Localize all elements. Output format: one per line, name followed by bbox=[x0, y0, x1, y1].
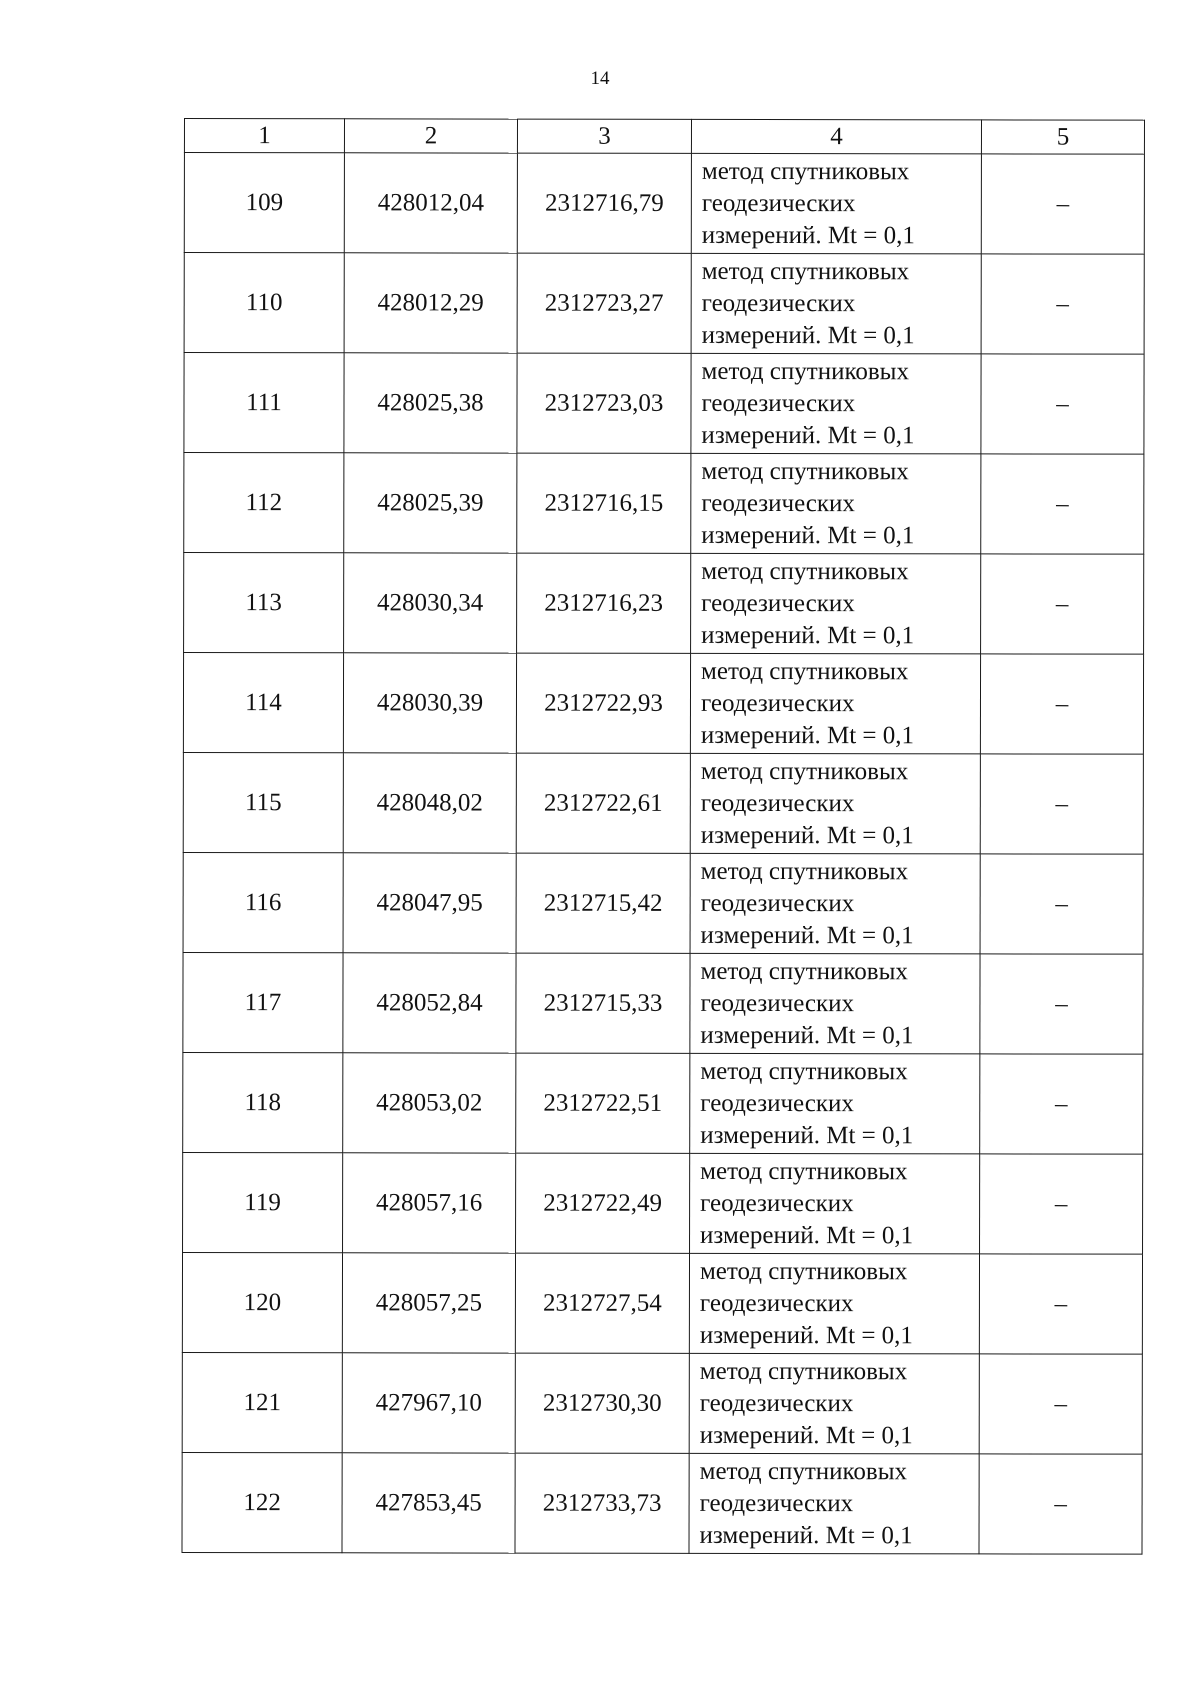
method-text-line: геодезических bbox=[701, 589, 855, 617]
method-text-line: метод спутниковых bbox=[701, 157, 910, 185]
method-text-line: измерений. Mt = 0,1 bbox=[701, 321, 915, 349]
table-row bbox=[184, 153, 1144, 255]
y-coordinate-cell: 2312715,42 bbox=[516, 853, 690, 953]
y-coordinate-cell: 2312733,73 bbox=[515, 1453, 689, 1553]
method-text-line: измерений. Mt = 0,1 bbox=[699, 1321, 913, 1349]
method-cell bbox=[691, 553, 981, 654]
y-coordinate-cell: 2312722,93 bbox=[516, 653, 690, 753]
method-cell bbox=[690, 653, 980, 754]
method-text-line: геодезических bbox=[699, 1389, 854, 1417]
x-coordinate-cell: 428048,02 bbox=[343, 753, 516, 853]
note-cell: – bbox=[981, 254, 1144, 354]
method-text-line: измерений. Mt = 0,1 bbox=[701, 521, 915, 549]
table-row bbox=[184, 353, 1144, 455]
note-cell: – bbox=[980, 954, 1143, 1054]
table-row bbox=[183, 852, 1143, 954]
method-text-line: геодезических bbox=[699, 1489, 854, 1517]
method-text-line: геодезических bbox=[700, 1089, 854, 1117]
point-number-cell: 117 bbox=[183, 952, 343, 1052]
method-cell bbox=[691, 253, 981, 354]
method-text-line: геодезических bbox=[701, 289, 856, 317]
table-row bbox=[184, 253, 1144, 355]
table-row bbox=[183, 1052, 1143, 1154]
method-cell bbox=[690, 853, 980, 954]
y-coordinate-cell: 2312722,61 bbox=[516, 753, 690, 853]
method-text-line: измерений. Mt = 0,1 bbox=[700, 1121, 914, 1149]
note-cell: – bbox=[981, 454, 1144, 554]
note-cell: – bbox=[981, 554, 1144, 654]
method-cell bbox=[690, 1153, 980, 1254]
x-coordinate-cell: 428025,39 bbox=[344, 453, 517, 553]
method-text-line: измерений. Mt = 0,1 bbox=[700, 821, 914, 849]
table-row bbox=[182, 1452, 1142, 1554]
x-coordinate-cell: 427853,45 bbox=[342, 1453, 515, 1553]
y-coordinate-cell: 2312715,33 bbox=[516, 953, 690, 1053]
point-number-cell: 120 bbox=[182, 1252, 342, 1352]
note-cell: – bbox=[980, 1154, 1143, 1254]
method-cell bbox=[691, 353, 981, 454]
x-coordinate-cell: 428057,25 bbox=[342, 1253, 515, 1353]
point-number-cell: 122 bbox=[182, 1452, 342, 1552]
method-text-line: геодезических bbox=[701, 189, 856, 217]
method-text-line: геодезических bbox=[699, 1289, 854, 1317]
point-number-cell: 115 bbox=[183, 752, 343, 852]
method-cell bbox=[690, 1053, 980, 1154]
page-number: 14 bbox=[590, 68, 610, 89]
x-coordinate-cell: 428025,38 bbox=[344, 353, 517, 453]
note-cell: – bbox=[981, 154, 1144, 254]
header-cell-2: 2 bbox=[344, 119, 517, 153]
point-number-cell: 110 bbox=[184, 253, 344, 353]
table-row bbox=[183, 653, 1143, 755]
point-number-cell: 112 bbox=[184, 453, 344, 553]
y-coordinate-cell: 2312730,30 bbox=[515, 1353, 689, 1453]
x-coordinate-cell: 428030,39 bbox=[343, 653, 516, 753]
header-row bbox=[184, 119, 1144, 155]
note-cell: – bbox=[980, 854, 1143, 954]
method-text-line: метод спутниковых bbox=[699, 1257, 908, 1285]
x-coordinate-cell: 428047,95 bbox=[343, 853, 516, 953]
y-coordinate-cell: 2312716,23 bbox=[517, 553, 691, 653]
point-number-cell: 118 bbox=[183, 1052, 343, 1152]
method-cell bbox=[690, 753, 980, 854]
note-cell: – bbox=[980, 654, 1143, 754]
method-text-line: измерений. Mt = 0,1 bbox=[700, 721, 915, 749]
x-coordinate-cell: 428012,04 bbox=[344, 153, 517, 253]
method-text-line: геодезических bbox=[700, 989, 855, 1017]
method-text-line: геодезических bbox=[701, 389, 856, 417]
method-text-line: метод спутниковых bbox=[700, 857, 909, 885]
method-text-line: измерений. Mt = 0,1 bbox=[700, 1021, 914, 1049]
method-text-line: измерений. Mt = 0,1 bbox=[700, 921, 914, 949]
method-text-line: метод спутниковых bbox=[700, 757, 909, 785]
table-row bbox=[182, 1252, 1142, 1354]
point-number-cell: 109 bbox=[184, 153, 344, 253]
point-number-cell: 114 bbox=[183, 653, 343, 753]
point-number-cell: 119 bbox=[183, 1152, 343, 1252]
method-cell bbox=[691, 453, 981, 554]
note-cell: – bbox=[979, 1254, 1142, 1354]
note-cell: – bbox=[979, 1454, 1142, 1554]
method-text-line: геодезических bbox=[700, 1189, 854, 1217]
y-coordinate-cell: 2312723,03 bbox=[517, 353, 691, 453]
method-text-line: геодезических bbox=[700, 789, 855, 817]
table-row bbox=[183, 752, 1143, 854]
method-text-line: метод спутниковых bbox=[700, 1157, 908, 1185]
table-header bbox=[184, 119, 1144, 155]
method-text-line: измерений. Mt = 0,1 bbox=[701, 221, 915, 249]
x-coordinate-cell: 428012,29 bbox=[344, 253, 517, 353]
method-text-line: метод спутниковых bbox=[701, 357, 909, 385]
x-coordinate-cell: 428057,16 bbox=[343, 1153, 516, 1253]
method-cell bbox=[691, 153, 981, 254]
method-cell bbox=[689, 1353, 979, 1454]
note-cell: – bbox=[980, 1054, 1143, 1154]
method-text-line: метод спутниковых bbox=[701, 457, 909, 485]
y-coordinate-cell: 2312727,54 bbox=[515, 1253, 689, 1353]
table-row bbox=[184, 553, 1144, 655]
method-text-line: геодезических bbox=[700, 689, 855, 717]
x-coordinate-cell: 428030,34 bbox=[344, 553, 517, 653]
method-text-line: метод спутниковых bbox=[700, 957, 908, 985]
header-cell-5: 5 bbox=[981, 120, 1144, 154]
table-row bbox=[182, 1352, 1142, 1454]
method-cell bbox=[689, 1453, 979, 1554]
x-coordinate-cell: 428053,02 bbox=[343, 1053, 516, 1153]
y-coordinate-cell: 2312723,27 bbox=[517, 253, 691, 353]
method-text-line: метод спутниковых bbox=[701, 257, 910, 285]
method-text-line: метод спутниковых bbox=[699, 1457, 908, 1485]
method-text-line: измерений. Mt = 0,1 bbox=[699, 1421, 913, 1449]
method-text-line: метод спутниковых bbox=[701, 557, 909, 585]
method-text-line: измерений. Mt = 0,1 bbox=[700, 1221, 914, 1249]
table-row bbox=[183, 952, 1143, 1054]
x-coordinate-cell: 427967,10 bbox=[342, 1353, 515, 1453]
x-coordinate-cell: 428052,84 bbox=[343, 953, 516, 1053]
method-cell bbox=[689, 1253, 979, 1354]
method-text-line: метод спутниковых bbox=[700, 1057, 908, 1085]
point-number-cell: 113 bbox=[184, 553, 344, 653]
method-text-line: измерений. Mt = 0,1 bbox=[701, 621, 915, 649]
coordinates-table bbox=[181, 118, 1145, 1555]
note-cell: – bbox=[980, 754, 1143, 854]
table-body bbox=[182, 153, 1144, 1555]
table-row bbox=[183, 1152, 1143, 1254]
table-row bbox=[184, 453, 1144, 555]
y-coordinate-cell: 2312716,15 bbox=[517, 453, 691, 553]
point-number-cell: 111 bbox=[184, 353, 344, 453]
point-number-cell: 116 bbox=[183, 852, 343, 952]
method-text-line: измерений. Mt = 0,1 bbox=[699, 1521, 913, 1549]
method-text-line: геодезических bbox=[700, 889, 855, 917]
y-coordinate-cell: 2312722,49 bbox=[516, 1153, 690, 1253]
header-cell-1: 1 bbox=[184, 119, 344, 153]
header-cell-3: 3 bbox=[517, 119, 691, 153]
point-number-cell: 121 bbox=[182, 1352, 342, 1452]
method-text-line: измерений. Mt = 0,1 bbox=[701, 421, 915, 449]
method-text-line: геодезических bbox=[701, 489, 855, 517]
y-coordinate-cell: 2312722,51 bbox=[516, 1053, 690, 1153]
y-coordinate-cell: 2312716,79 bbox=[517, 153, 691, 253]
header-cell-4: 4 bbox=[691, 119, 981, 154]
note-cell: – bbox=[981, 354, 1144, 454]
method-text-line: метод спутниковых bbox=[701, 657, 909, 685]
method-text-line: метод спутниковых bbox=[699, 1357, 908, 1385]
note-cell: – bbox=[979, 1354, 1142, 1454]
method-cell bbox=[690, 953, 980, 1054]
